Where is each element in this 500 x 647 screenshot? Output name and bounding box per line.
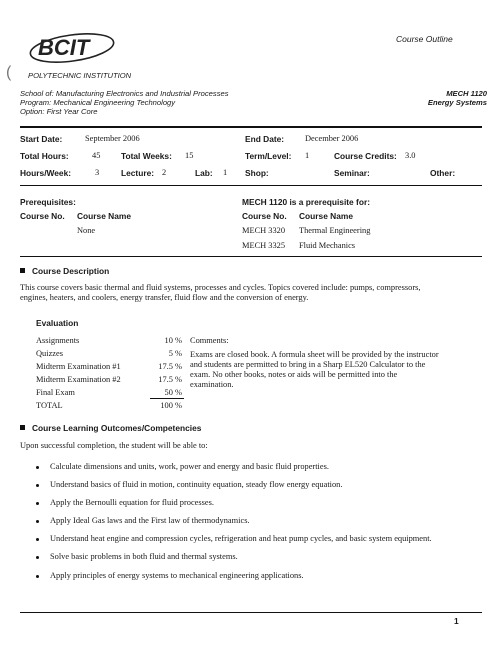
prereq-col-no: Course No.	[20, 211, 65, 221]
outcomes-heading: Course Learning Outcomes/Competencies	[20, 423, 201, 433]
comment-line: and students are permitted to bring in a Sharp EL520 Calculator to the	[190, 360, 426, 369]
shop-label: Shop:	[245, 168, 269, 178]
credits-label: Course Credits:	[334, 151, 397, 161]
hours-week-label: Hours/Week:	[20, 168, 72, 178]
comments-label: Comments:	[190, 336, 229, 345]
prerequisites-title: Prerequisites:	[20, 197, 76, 207]
eval-total-pct: 100 %	[160, 401, 182, 410]
eval-item: Midterm Examination #2	[36, 375, 121, 384]
total-hours-value: 45	[92, 151, 101, 160]
start-date-value: September 2006	[85, 134, 140, 143]
prereq-for-course-no: MECH 3325	[242, 241, 286, 250]
prereq-col-name: Course Name	[77, 211, 131, 221]
footer-divider	[20, 612, 482, 613]
bullet-dot-icon	[36, 556, 39, 559]
course-name: Energy Systems	[427, 98, 487, 107]
credits-value: 3.0	[405, 151, 416, 160]
section-bullet-icon	[20, 268, 25, 273]
comment-line: exam. No other books, notes or aids will be permitted into the	[190, 370, 398, 379]
outcome-item: Understand basics of fluid in motion, continuity equation, steady flow energy equation.	[50, 480, 343, 489]
prereq-for-col-no: Course No.	[242, 211, 287, 221]
eval-item: Midterm Examination #1	[36, 362, 121, 371]
seminar-label: Seminar:	[334, 168, 370, 178]
prereq-for-course-no: MECH 3320	[242, 226, 286, 235]
bullet-dot-icon	[36, 466, 39, 469]
eval-item: Quizzes	[36, 349, 63, 358]
bullet-dot-icon	[36, 502, 39, 505]
option-line: Option: First Year Core	[20, 107, 98, 116]
outcome-item: Solve basic problems in both fluid and thermal systems.	[50, 552, 238, 561]
prereq-for-col-name: Course Name	[299, 211, 353, 221]
outcome-item: Understand heat engine and compression cycles, refrigeration and heat pump cycles, and basic system equipment.	[50, 534, 432, 543]
school-line: School of: Manufacturing Electronics and Industrial Processes	[20, 89, 229, 98]
page-number: 1	[454, 616, 459, 626]
term-value: 1	[305, 151, 310, 160]
eval-pct: 5 %	[168, 349, 182, 358]
svg-text:BCIT: BCIT	[38, 35, 90, 60]
doc-label: Course Outline	[396, 34, 453, 44]
description-line: This course covers basic thermal and fluid systems, processes and cycles. Topics covered include: pumps, compressors,	[20, 283, 421, 292]
outcome-item: Apply Ideal Gas laws and the First law of thermodynamics.	[50, 516, 250, 525]
eval-pct: 17.5 %	[158, 375, 182, 384]
end-date-label: End Date:	[245, 134, 285, 144]
outcomes-intro: Upon successful completion, the student will be able to:	[20, 441, 208, 450]
outcome-item: Apply principles of energy systems to mechanical engineering applications.	[50, 571, 304, 580]
eval-pct: 50 %	[164, 388, 182, 397]
prereq-divider	[20, 256, 482, 257]
bcit-logo	[28, 28, 120, 68]
outcome-item: Apply the Bernoulli equation for fluid processes.	[50, 498, 214, 507]
lecture-label: Lecture:	[121, 168, 155, 178]
evaluation-heading: Evaluation	[36, 318, 79, 328]
term-label: Term/Level:	[245, 151, 292, 161]
eval-pct: 10 %	[164, 336, 182, 345]
course-code: MECH 1120	[446, 89, 487, 98]
comment-line: Exams are closed book. A formula sheet will be provided by the instructor	[190, 350, 439, 359]
section-bullet-icon	[20, 425, 25, 430]
total-weeks-value: 15	[185, 151, 194, 160]
bullet-dot-icon	[36, 484, 39, 487]
total-weeks-label: Total Weeks:	[121, 151, 172, 161]
lab-value: 1	[223, 168, 228, 177]
lab-label: Lab:	[195, 168, 213, 178]
eval-pct: 17.5 %	[158, 362, 182, 371]
punch-mark: (	[6, 64, 12, 81]
program-line: Program: Mechanical Engineering Technology	[20, 98, 176, 107]
comment-line: examination.	[190, 380, 234, 389]
prereq-for-title: MECH 1120 is a prerequisite for:	[242, 197, 370, 207]
other-label: Other:	[430, 168, 456, 178]
institution-name: POLYTECHNIC INSTITUTION	[28, 71, 132, 80]
total-underline	[150, 398, 184, 399]
outcome-item: Calculate dimensions and units, work, power and energy and basic fluid properties.	[50, 462, 329, 471]
hours-week-value: 3	[95, 168, 100, 177]
end-date-value: December 2006	[305, 134, 359, 143]
eval-total-label: TOTAL	[36, 401, 63, 410]
eval-item: Assignments	[36, 336, 80, 345]
bullet-dot-icon	[36, 575, 39, 578]
description-line: engines, heaters, and coolers, energy transfer, fluid flow and the conversion of energy.	[20, 293, 309, 302]
bullet-dot-icon	[36, 520, 39, 523]
eval-item: Final Exam	[36, 388, 75, 397]
total-hours-label: Total Hours:	[20, 151, 69, 161]
description-heading: Course Description	[20, 266, 109, 276]
prereq-for-course-name: Thermal Engineering	[299, 226, 371, 235]
prereq-none: None	[77, 226, 96, 235]
lecture-value: 2	[162, 168, 167, 177]
info-divider	[20, 185, 482, 186]
start-date-label: Start Date:	[20, 134, 63, 144]
prereq-for-course-name: Fluid Mechanics	[299, 241, 356, 250]
header-divider	[20, 126, 482, 128]
bullet-dot-icon	[36, 538, 39, 541]
